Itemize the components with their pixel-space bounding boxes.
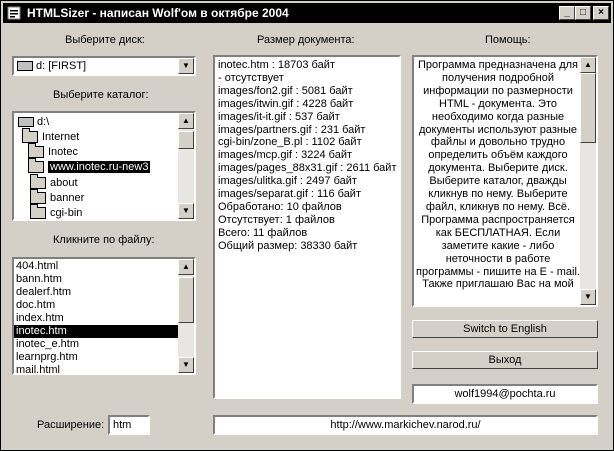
help-line: необходимо когда разные xyxy=(431,110,565,123)
tree-item[interactable]: about xyxy=(30,175,78,191)
list-item[interactable]: inotec_e.htm xyxy=(16,338,79,350)
scroll-up-button[interactable] xyxy=(178,259,194,275)
help-line: файл, кликнув по нему. Всё. xyxy=(425,200,571,213)
doc-size-line: images/pages_88x31.gif : 2611 байт xyxy=(218,162,397,175)
help-line: получения подробной xyxy=(442,71,554,84)
folder-tree[interactable] xyxy=(12,111,196,221)
help-label: Помощь: xyxy=(485,34,531,46)
arrow-down-icon: ▼ xyxy=(584,292,592,301)
chevron-down-icon: ▼ xyxy=(182,61,190,70)
list-item-selected[interactable]: inotec.htm xyxy=(14,325,180,338)
help-line: документа. Выберите диск. xyxy=(428,162,568,175)
folder-open-icon xyxy=(22,131,38,143)
doc-size-line: images/mcp.gif : 3224 байт xyxy=(218,149,353,162)
help-line: заметите какие - либо xyxy=(441,239,555,252)
doc-size-line: images/ulitka.gif : 2497 байт xyxy=(218,175,357,188)
help-line: Выберите каталог, дважды xyxy=(429,175,567,188)
arrow-up-icon: ▲ xyxy=(584,60,592,69)
help-line: Программа распространяется xyxy=(421,213,575,226)
folder-label: Выберите каталог: xyxy=(53,89,149,101)
scroll-thumb[interactable] xyxy=(178,131,194,149)
window-title: HTMLSizer - написан Wolf'ом в октябре 2004 xyxy=(27,6,289,20)
list-item[interactable]: 404.html xyxy=(16,260,59,272)
list-item[interactable]: dealerf.htm xyxy=(16,286,72,298)
folder-icon xyxy=(30,177,46,189)
arrow-down-icon: ▼ xyxy=(182,206,190,215)
close-button[interactable] xyxy=(593,6,609,20)
help-text[interactable] xyxy=(412,55,598,307)
url-value: http://www.markichev.narod.ru/ xyxy=(330,419,481,431)
arrow-up-icon: ▲ xyxy=(182,116,190,125)
minimize-button[interactable] xyxy=(559,6,575,20)
help-line: кликнув по нему. Выберите xyxy=(428,188,568,201)
doc-size-line: - отсутствует xyxy=(218,71,284,84)
help-line: программы - пишите на E - mail. xyxy=(416,265,580,278)
tree-item[interactable]: cgi-bin xyxy=(30,205,82,221)
doc-size-line: images/itwin.gif : 4228 байт xyxy=(218,97,354,110)
disk-value: d: [FIRST] xyxy=(36,60,87,72)
help-line: Программа предназначена для xyxy=(417,59,578,71)
help-scrollbar[interactable] xyxy=(580,57,596,305)
doc-size-line: Общий размер: 38330 байт xyxy=(218,239,358,252)
doc-size-label: Размер документа: xyxy=(257,34,355,46)
list-item[interactable]: bann.htm xyxy=(16,273,62,285)
email-field[interactable] xyxy=(412,384,598,404)
file-label: Кликните по файлу: xyxy=(53,234,155,246)
doc-size-line: cgi-bin/zone_B.pl : 1102 байт xyxy=(218,136,362,149)
list-item[interactable]: mail.html xyxy=(16,364,61,375)
tree-item[interactable]: d:\ xyxy=(18,114,49,130)
extension-label: Расширение: xyxy=(37,419,105,431)
arrow-down-icon: ▼ xyxy=(182,360,190,369)
list-item[interactable]: index.htm xyxy=(16,312,64,324)
help-line: как БЕСПЛАТНАЯ. Если xyxy=(435,226,561,239)
scroll-up-button[interactable] xyxy=(178,113,194,129)
maximize-button[interactable] xyxy=(575,6,591,20)
doc-size-output[interactable] xyxy=(213,55,401,399)
file-scrollbar[interactable] xyxy=(178,259,194,373)
tree-item[interactable]: banner xyxy=(30,190,84,206)
doc-size-line: inotec.htm : 18703 байт xyxy=(218,59,335,71)
doc-size-line: Всего: 11 файлов xyxy=(218,226,308,239)
switch-english-button[interactable]: Switch to English xyxy=(412,320,598,338)
folder-icon xyxy=(30,207,46,219)
maximize-icon: □ xyxy=(579,7,587,18)
dropdown-button[interactable] xyxy=(178,58,194,74)
scroll-up-button[interactable] xyxy=(580,57,596,73)
list-item[interactable]: learnprg.htm xyxy=(16,351,78,363)
tree-item[interactable]: Internet xyxy=(22,129,79,145)
extension-input[interactable] xyxy=(108,415,150,435)
folder-scrollbar[interactable] xyxy=(178,113,194,219)
folder-icon xyxy=(30,192,46,204)
doc-size-lines xyxy=(218,59,396,253)
help-line: файлы и довольно трудно xyxy=(430,136,566,149)
file-list[interactable] xyxy=(12,257,196,375)
email-value: wolf1994@pochta.ru xyxy=(454,388,556,400)
title-bar[interactable] xyxy=(3,3,611,23)
extension-value: htm xyxy=(113,419,132,431)
folder-open-icon xyxy=(28,161,44,173)
disk-label: Выберите диск: xyxy=(65,34,145,46)
help-line: неточности в работе xyxy=(445,252,551,265)
doc-size-line: images/partners.gif : 231 байт xyxy=(218,123,366,136)
help-line: информации по размерности xyxy=(423,84,573,97)
doc-size-line: Обработано: 10 файлов xyxy=(218,200,342,213)
help-line: HTML - документа. Это xyxy=(439,97,557,110)
scroll-thumb[interactable] xyxy=(580,73,596,143)
minimize-icon: _ xyxy=(564,7,570,18)
disk-select[interactable] xyxy=(12,56,196,76)
doc-size-line: images/it-it.gif : 537 байт xyxy=(218,110,340,123)
close-icon: × xyxy=(598,7,604,18)
arrow-up-icon: ▲ xyxy=(182,262,190,271)
doc-size-line: Отсутствует: 1 файлов xyxy=(218,213,335,226)
scroll-down-button[interactable] xyxy=(580,289,596,305)
tree-item[interactable]: Inotec xyxy=(28,144,78,160)
scroll-down-button[interactable] xyxy=(178,357,194,373)
doc-size-line: images/fon2.gif : 5081 байт xyxy=(218,84,353,97)
drive-icon xyxy=(18,117,34,127)
list-item[interactable]: doc.htm xyxy=(16,299,56,311)
url-field[interactable] xyxy=(213,415,598,435)
tree-item-selected[interactable]: www.inotec.ru-new3 xyxy=(14,159,180,175)
scroll-thumb[interactable] xyxy=(178,277,194,323)
help-lines xyxy=(416,59,580,291)
folder-open-icon xyxy=(28,146,44,158)
help-line: документы используют разные xyxy=(418,123,577,136)
scroll-down-button[interactable] xyxy=(178,203,194,219)
drive-icon xyxy=(17,61,33,71)
doc-size-line: images/separat.gif : 116 байт xyxy=(218,188,361,201)
help-line: Также приглашаю Вас на мой xyxy=(422,278,574,291)
exit-button[interactable]: Выход xyxy=(412,351,598,369)
app-icon xyxy=(7,6,21,20)
help-line: определить объём каждого xyxy=(428,149,568,162)
